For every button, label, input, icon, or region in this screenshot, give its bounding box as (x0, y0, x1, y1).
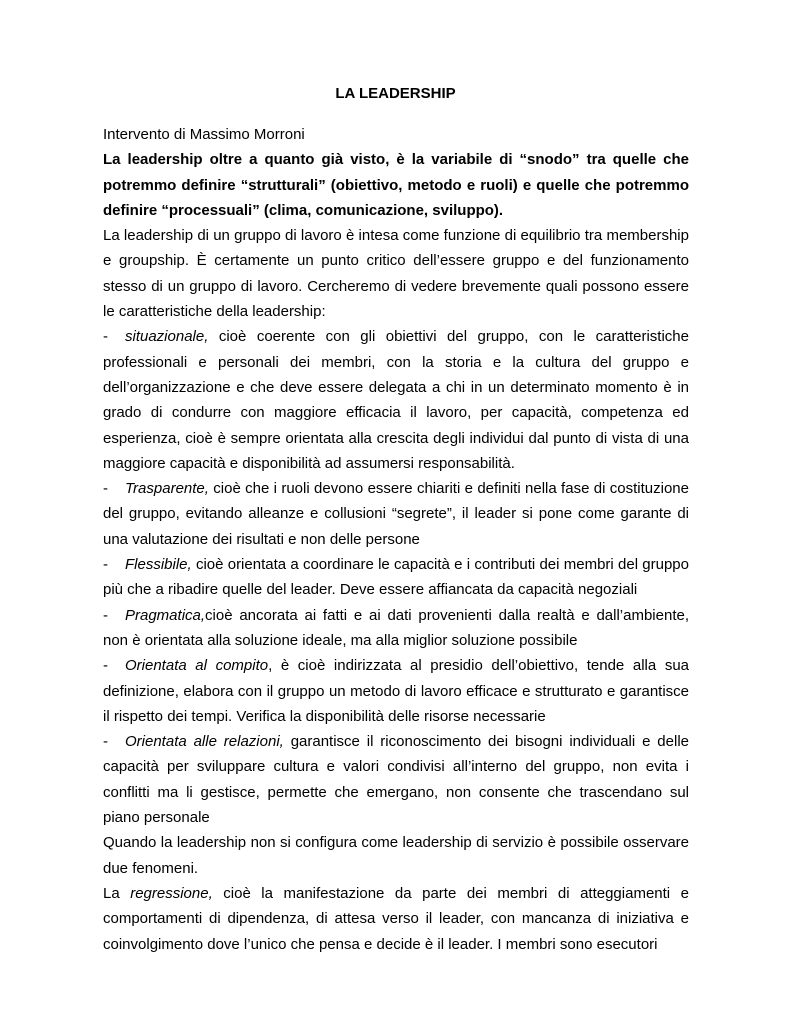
document-title: LA LEADERSHIP (335, 85, 456, 102)
bullet-dash: - (103, 480, 108, 498)
bullet-item (103, 729, 689, 830)
regression-prefix: La (103, 884, 131, 902)
outro-paragraph: Quando la leadership non si configura come leadership di servizio è possibile osservare due fenomeni. (103, 834, 689, 877)
bullet-text: cioè orientata a coordinare le capacità e i contributi dei membri del gruppo più che a ribadire quelle del leader. Deve essere affiancata da capacità negoziali (103, 556, 689, 599)
bullet-item (103, 552, 689, 603)
bullet-item (103, 324, 689, 476)
bullet-term: situazionale, (125, 328, 209, 346)
intro-paragraph: La leadership di un gruppo di lavoro è intesa come funzione di equilibrio tra membership e groupship. È certamente un punto critico dell’essere gruppo e del funzionamento stesso di un gruppo di lavoro. Cercheremo di vedere brevemente quali possono essere le caratteristiche della leadership: (103, 227, 689, 321)
bullet-text: , è cioè indirizzata al presidio dell’obiettivo, tende alla sua definizione, elabora con il gruppo un metodo di lavoro efficace e strutturato e garantisce il rispetto dei tempi. Verifica la disponibilità delle risorse necessarie (103, 657, 689, 725)
bullet-term: Orientata al compito (125, 657, 269, 675)
document-body (103, 122, 689, 957)
bullet-text: garantisce il riconoscimento dei bisogni individuali e delle capacità per sviluppare cultura e valori condivisi all’interno del gruppo, non evita i conflitti ma li gestisce, permette che emergano, non consente che trascendano sul piano personale (103, 733, 689, 827)
bullet-text: cioè coerente con gli obiettivi del gruppo, con le caratteristiche professionali e personali dei membri, con la storia e la cultura del gruppo e dell’organizzazione e che deve essere delegata a chi in un determinato momento è in grado di condurre con maggiore efficacia il lavoro, per capacità, competenza ed esperienza, cioè è sempre orientata alla crescita degli individui dal punto di vista di una maggiore capacità e disponibilità ad assumersi responsabilità. (103, 328, 689, 472)
bullet-dash: - (103, 733, 108, 751)
author-line: Intervento di Massimo Morroni (103, 126, 305, 143)
bullet-term: Flessibile, (125, 556, 192, 574)
bullet-text: cioè che i ruoli devono essere chiariti e definiti nella fase di costituzione del gruppo, evitando alleanze e collusioni “segrete”, il leader si pone come garante di una valutazione dei risultati e non delle persone (103, 480, 689, 548)
bullet-item (103, 603, 689, 654)
bullet-term: Pragmatica, (125, 606, 206, 624)
bullet-dash: - (103, 328, 108, 346)
bullet-dash: - (103, 606, 108, 624)
intro-bold-paragraph: La leadership oltre a quanto già visto, è la variabile di “snodo” tra quelle che potremmo definire “strutturali” (obiettivo, metodo e ruoli) e quelle che potremmo definire “processuali” (clima, comunicazione, sviluppo). (103, 151, 689, 219)
bullet-item (103, 653, 689, 729)
regression-text: cioè la manifestazione da parte dei membri di atteggiamenti e comportamenti di dipendenza, di attesa verso il leader, con mancanza di iniziativa e coinvolgimento dove l’unico che pensa e decide è il leader. I membri sono esecutori (103, 884, 689, 953)
regression-term: regressione, (130, 884, 213, 902)
bullet-dash: - (103, 657, 108, 675)
bullet-dash: - (103, 556, 108, 574)
bullet-text: cioè ancorata ai fatti e ai dati provenienti dalla realtà e dall’ambiente, non è orientata alla soluzione ideale, ma alla miglior soluzione possibile (103, 606, 689, 649)
regression-paragraph (103, 881, 689, 957)
bullet-term: Trasparente, (125, 480, 209, 498)
bullet-item (103, 476, 689, 552)
bullet-term: Orientata alle relazioni, (125, 733, 284, 751)
